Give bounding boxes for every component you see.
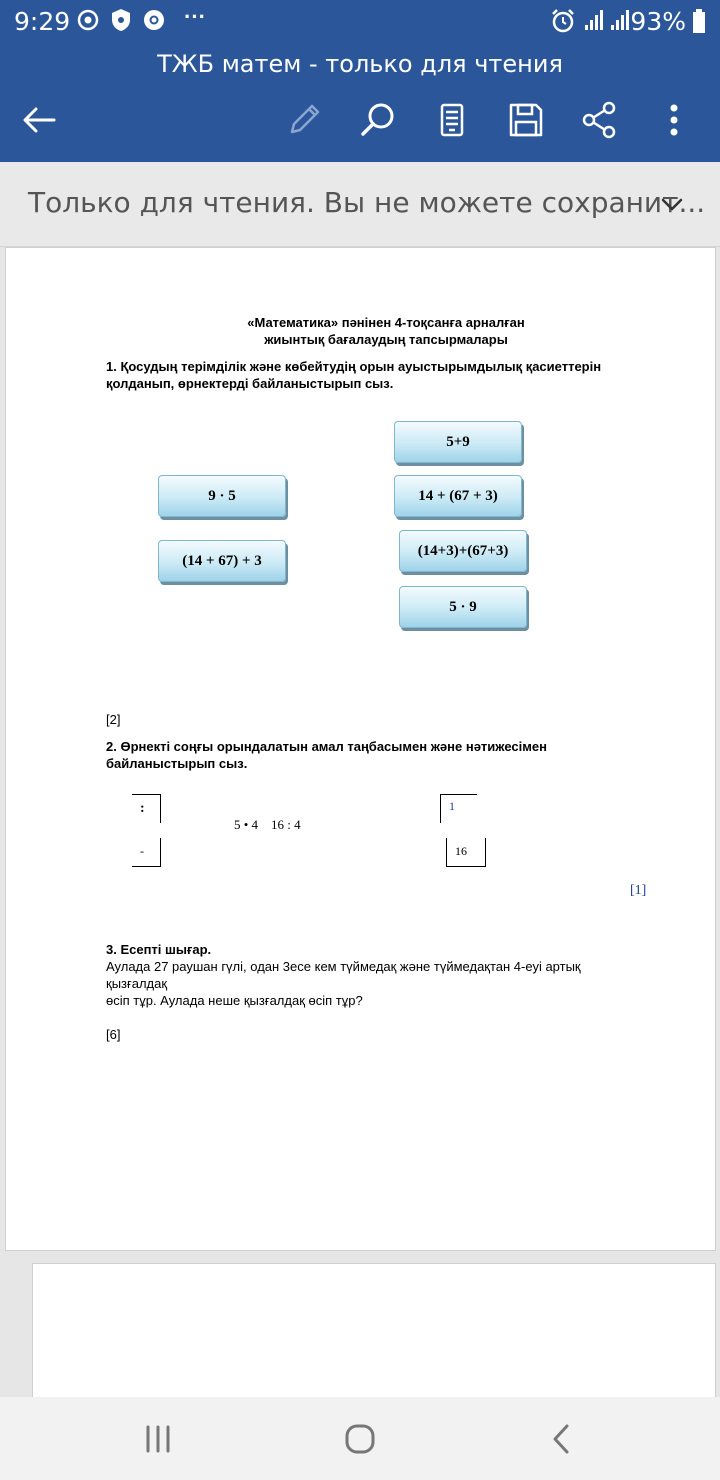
- doc-title-line2: жиынтық бағалаудың тапсырмалары: [264, 332, 508, 347]
- chrome-status-icon: [142, 8, 166, 37]
- doc-title-line1: «Математика» пәнінен 4-тоқсанға арналған: [247, 315, 525, 330]
- system-nav-bar: [0, 1397, 720, 1480]
- signal-icon-2: [610, 8, 632, 37]
- expr-box-right-1: 5+9: [394, 421, 522, 463]
- question-1: [106, 358, 666, 392]
- doc-title: [6, 314, 720, 348]
- q3-line3: өсіп тұр. Аулада неше қызғалдақ өсіп тұр?: [106, 993, 363, 1008]
- q1-line2: қолданып, өрнектерді байланыстырып сыз.: [106, 376, 394, 391]
- q3-title: 3. Есепті шығар.: [106, 942, 212, 957]
- expr-box-right-2: 14 + (67 + 3): [394, 475, 522, 517]
- q2-operation-box-2: -: [132, 838, 161, 867]
- document-page[interactable]: [5, 247, 716, 1251]
- q2-operation-box-1: :: [132, 794, 161, 823]
- document-title: ТЖБ матем - только для чтения: [157, 50, 563, 78]
- back-icon[interactable]: [542, 1419, 582, 1459]
- save-icon[interactable]: [506, 100, 546, 140]
- expr-box-right-4: 5 · 9: [399, 586, 527, 628]
- q1-score-mark: [2]: [106, 712, 121, 727]
- document-page-2[interactable]: [32, 1263, 716, 1405]
- status-bar: [0, 0, 720, 44]
- chevron-down-icon[interactable]: [660, 192, 684, 216]
- sync-status-icon: [76, 8, 100, 37]
- alarm-icon: [550, 8, 576, 39]
- expr-box-left-1: 9 · 5: [158, 475, 286, 517]
- pencil-icon[interactable]: [284, 100, 324, 140]
- notice-text: Только для чтения. Вы не можете сохранит...: [28, 186, 706, 219]
- q2-result-box-2: 16: [446, 838, 486, 867]
- q1-line1: 1. Қосудың терімділік және көбейтудің орын ауыстырымдылық қасиеттерін: [106, 359, 602, 374]
- status-time: 9:29: [14, 7, 71, 36]
- question-3: [106, 941, 666, 1043]
- q2-line1: 2. Өрнекті соңғы орындалатын амал таңбасымен және нәтижесімен: [106, 739, 547, 754]
- app-toolbar: [0, 44, 720, 162]
- signal-icon-1: [584, 8, 606, 37]
- q2-expressions: 5 • 4 16 : 4: [234, 817, 301, 832]
- search-icon[interactable]: [358, 100, 398, 140]
- share-icon[interactable]: [580, 100, 620, 140]
- more-notifications-icon: ···: [184, 4, 206, 29]
- q3-line2: қызғалдақ: [106, 976, 168, 991]
- read-only-notice[interactable]: [0, 162, 720, 247]
- expr-box-right-3: (14+3)+(67+3): [399, 530, 527, 572]
- more-icon[interactable]: [654, 100, 694, 140]
- back-arrow-icon[interactable]: [20, 100, 60, 140]
- q3-line1: Аулада 27 раушан гүлі, одан 3есе кем түймедақ және түймедақтан 4-еуі артық: [106, 959, 581, 974]
- expr-box-left-2: (14 + 67) + 3: [158, 540, 286, 582]
- recent-apps-icon[interactable]: [138, 1419, 178, 1459]
- battery-icon: [692, 8, 706, 39]
- q3-score-mark: [6]: [106, 1027, 121, 1042]
- q2-score-mark: [1]: [630, 883, 647, 898]
- shield-status-icon: [110, 8, 132, 37]
- battery-percent: 93%: [630, 7, 686, 36]
- question-2: [106, 738, 666, 772]
- q2-line2: байланыстырып сыз.: [106, 756, 248, 771]
- document-view-icon[interactable]: [432, 100, 472, 140]
- q2-result-box-1: 1: [440, 794, 477, 823]
- home-icon[interactable]: [340, 1419, 380, 1459]
